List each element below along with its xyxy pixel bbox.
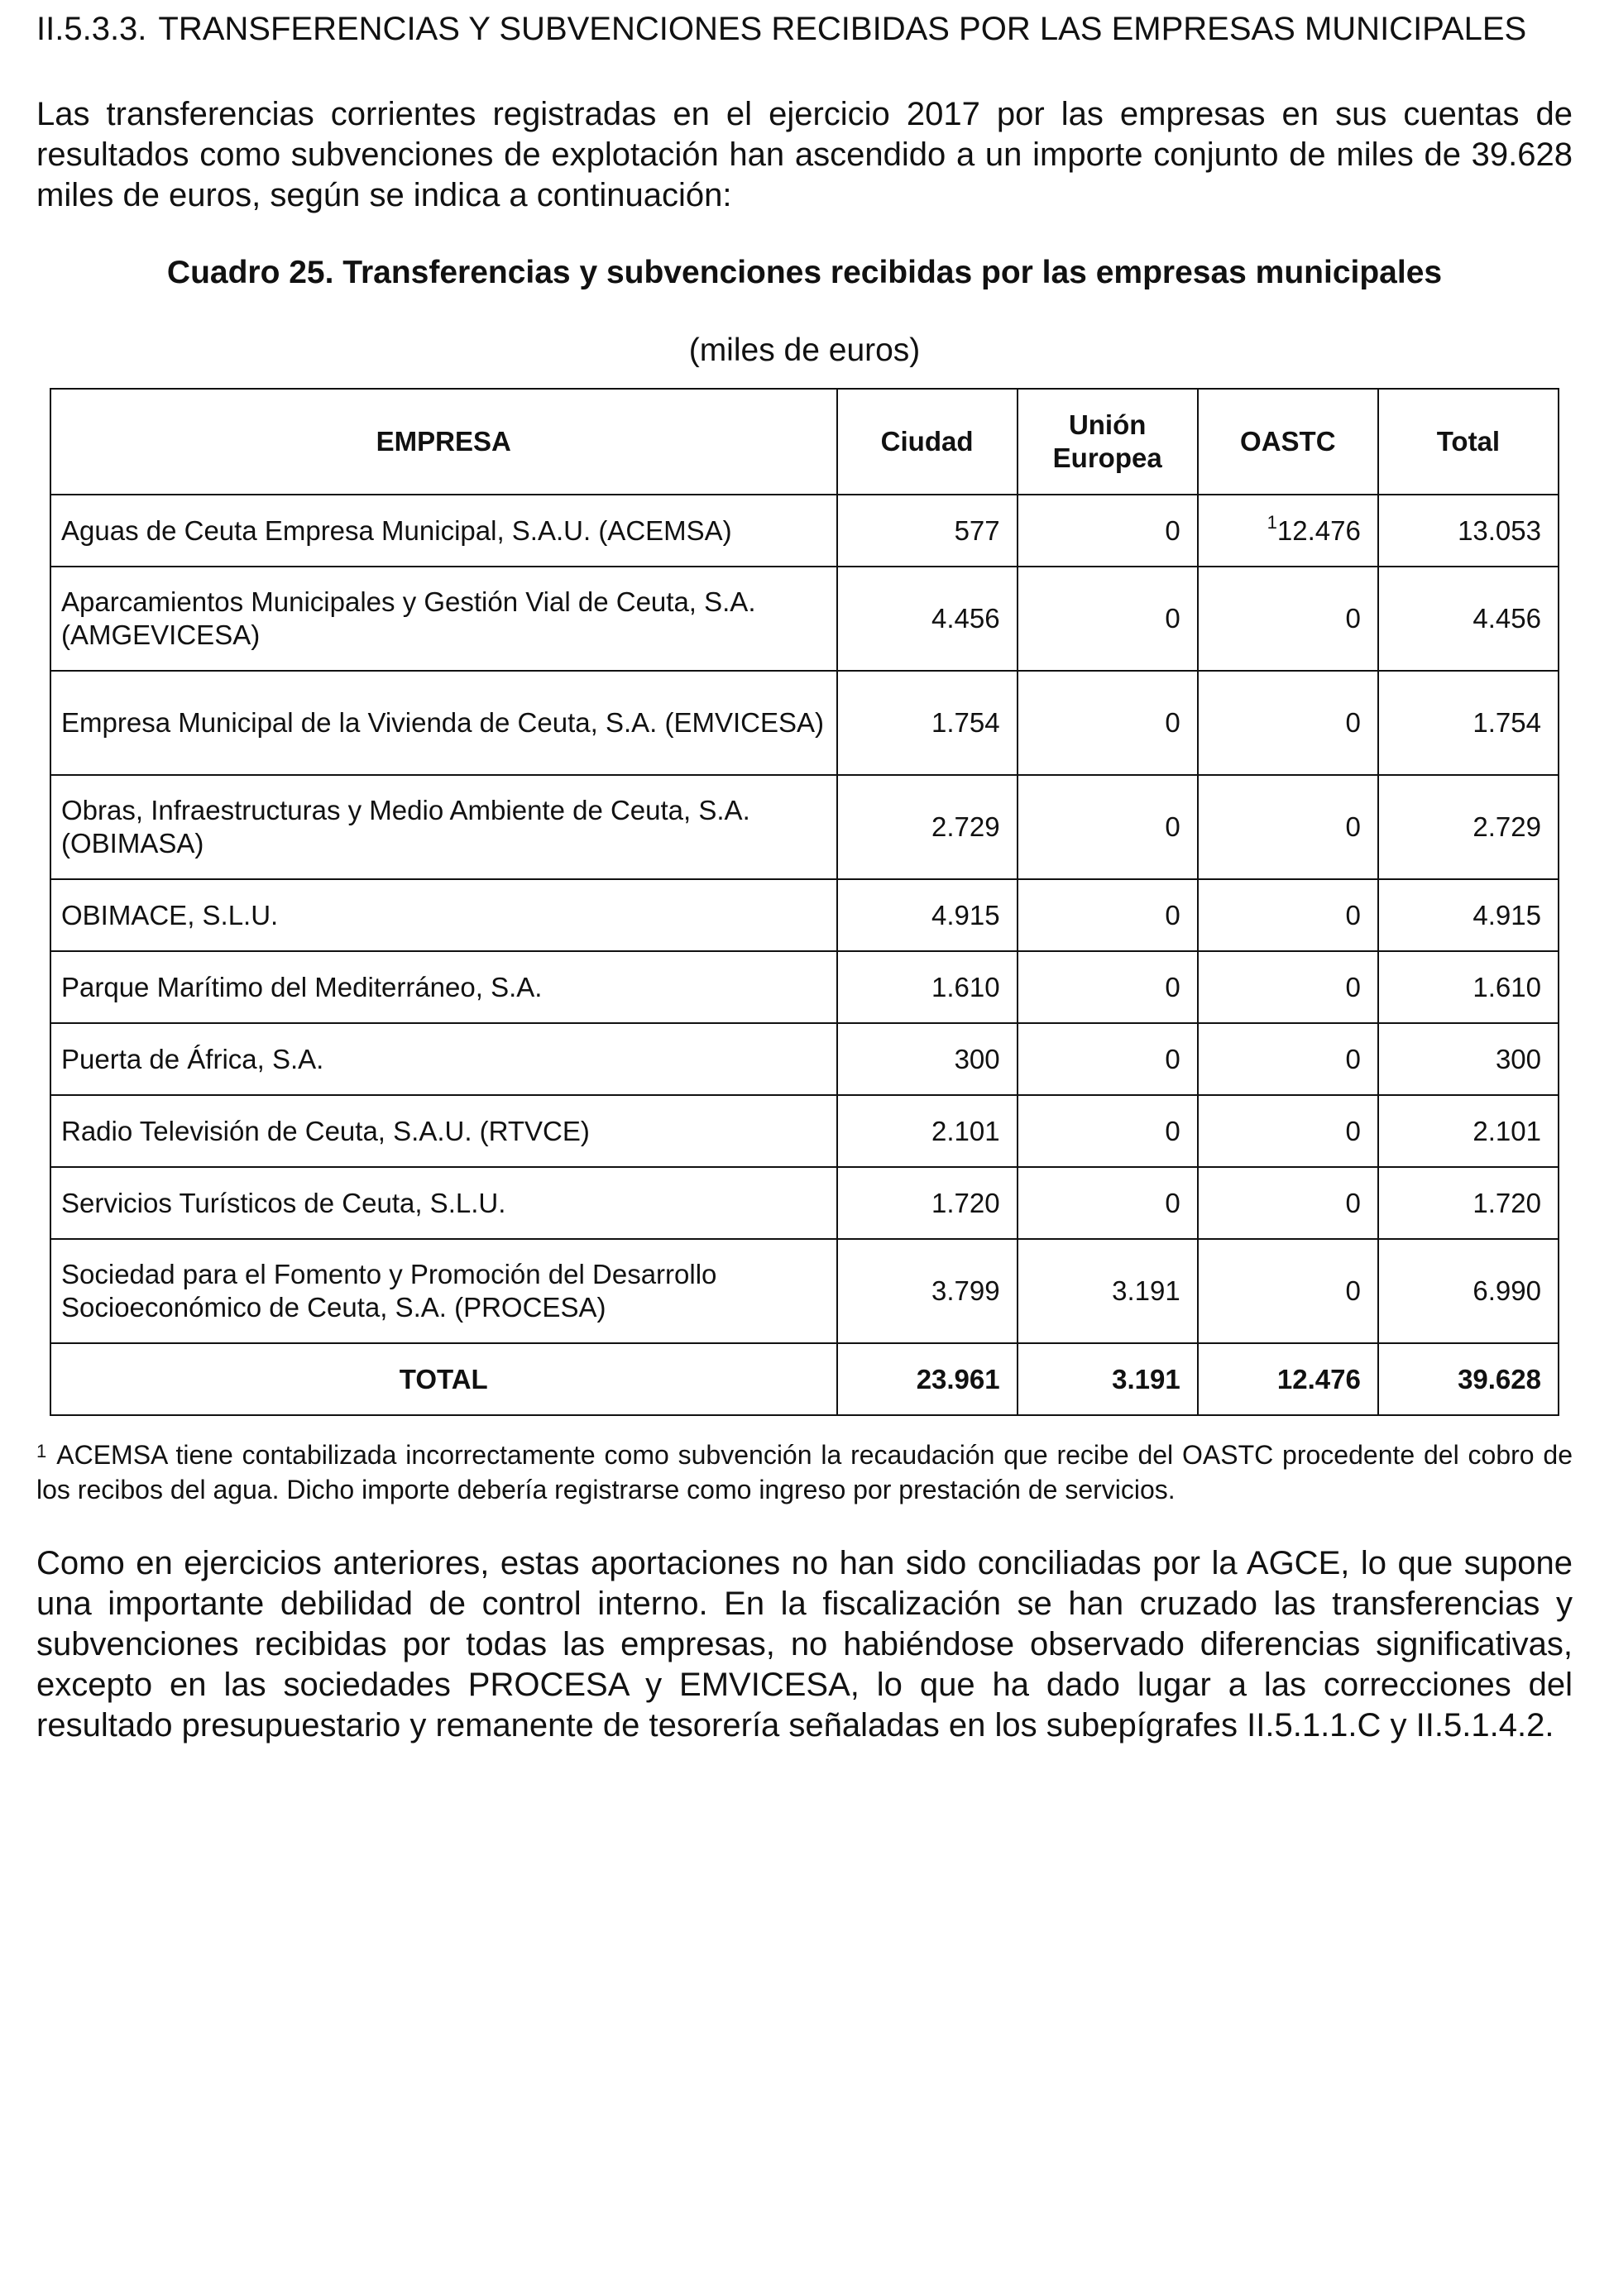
cell-oastc: 0 bbox=[1198, 951, 1378, 1023]
cell-total-total: 39.628 bbox=[1378, 1343, 1559, 1415]
table-title: Cuadro 25. Transferencias y subvenciones recibidas por las empresas municipales bbox=[166, 255, 1443, 290]
cell-oastc: 0 bbox=[1198, 1095, 1378, 1167]
cell-ciudad: 4.456 bbox=[837, 567, 1018, 671]
cell-ciudad: 4.915 bbox=[837, 879, 1018, 951]
cell-total: 2.101 bbox=[1378, 1095, 1559, 1167]
cell-empresa: Puerta de África, S.A. bbox=[50, 1023, 837, 1095]
cell-ue: 3.191 bbox=[1018, 1239, 1198, 1343]
table-row bbox=[50, 951, 1559, 1023]
closing-paragraph: Como en ejercicios anteriores, estas aportaciones no han sido conciliadas por la AGCE, lo que supone una importante debilidad de control interno. En la fiscalización se han cruzado las transferencias y subvenciones recibidas por todas las empresas, no habiéndose observado diferencias significativas, excepto en las sociedades PROCESA y EMVICESA, lo que ha dado lugar a las correcciones del resultado presupuestario y remanente de tesorería señaladas en los subepígrafes II.5.1.1.C y II.5.1.4.2. bbox=[36, 1545, 1573, 1744]
cell-empresa: Aguas de Ceuta Empresa Municipal, S.A.U. (ACEMSA) bbox=[50, 495, 837, 567]
cell-ue: 0 bbox=[1018, 1023, 1198, 1095]
cell-total-label: TOTAL bbox=[50, 1343, 837, 1415]
cell-total-oastc: 12.476 bbox=[1198, 1343, 1378, 1415]
cell-total: 2.729 bbox=[1378, 775, 1559, 879]
footnote-marker: 1 bbox=[36, 1441, 47, 1461]
table-row bbox=[50, 671, 1559, 775]
header-oastc: OASTC bbox=[1198, 389, 1378, 495]
cell-ciudad: 2.101 bbox=[837, 1095, 1018, 1167]
table-row bbox=[50, 495, 1559, 567]
cell-ciudad: 3.799 bbox=[837, 1239, 1018, 1343]
cell-ciudad: 577 bbox=[837, 495, 1018, 567]
section-number: II.5.3.3. bbox=[36, 11, 147, 47]
cell-total-ciudad: 23.961 bbox=[837, 1343, 1018, 1415]
cell-ciudad: 1.754 bbox=[837, 671, 1018, 775]
cell-total: 4.915 bbox=[1378, 879, 1559, 951]
cell-ue: 0 bbox=[1018, 1095, 1198, 1167]
cell-total: 13.053 bbox=[1378, 495, 1559, 567]
cell-empresa: Servicios Turísticos de Ceuta, S.L.U. bbox=[50, 1167, 837, 1239]
cell-ue: 0 bbox=[1018, 1167, 1198, 1239]
cell-oastc: 0 bbox=[1198, 1239, 1378, 1343]
cell-total: 300 bbox=[1378, 1023, 1559, 1095]
cell-ue: 0 bbox=[1018, 951, 1198, 1023]
cell-ciudad: 300 bbox=[837, 1023, 1018, 1095]
table-units: (miles de euros) bbox=[688, 332, 921, 368]
table-row bbox=[50, 567, 1559, 671]
footnote-text: ACEMSA tiene contabilizada incorrectamente como subvención la recaudación que recibe del OASTC procedente del cobro de los recibos del agua. Dicho importe debería registrarse como ingreso por prestación de servicios. bbox=[36, 1440, 1573, 1504]
table-row bbox=[50, 1239, 1559, 1343]
cell-empresa: Sociedad para el Fomento y Promoción del Desarrollo Socioeconómico de Ceuta, S.A. (PROCESA) bbox=[50, 1239, 837, 1343]
cell-oastc: 0 bbox=[1198, 775, 1378, 879]
intro-paragraph: Las transferencias corrientes registradas en el ejercicio 2017 por las empresas en sus cuentas de resultados como subvenciones de explotación han ascendido a un importe conjunto de miles de 39.628 miles de euros, según se indica a continuación: bbox=[36, 96, 1573, 213]
table-total-row bbox=[50, 1343, 1559, 1415]
section-heading bbox=[36, 8, 1573, 50]
cell-total: 1.720 bbox=[1378, 1167, 1559, 1239]
section-title: TRANSFERENCIAS Y SUBVENCIONES RECIBIDAS POR LAS EMPRESAS MUNICIPALES bbox=[158, 11, 1527, 47]
cell-ue: 0 bbox=[1018, 567, 1198, 671]
cell-empresa: Radio Televisión de Ceuta, S.A.U. (RTVCE) bbox=[50, 1095, 837, 1167]
table-row bbox=[50, 1023, 1559, 1095]
cell-empresa: Obras, Infraestructuras y Medio Ambiente de Ceuta, S.A. (OBIMASA) bbox=[50, 775, 837, 879]
cell-ue: 0 bbox=[1018, 775, 1198, 879]
table-row bbox=[50, 775, 1559, 879]
header-total: Total bbox=[1378, 389, 1559, 495]
cell-ue: 0 bbox=[1018, 671, 1198, 775]
cell-total: 4.456 bbox=[1378, 567, 1559, 671]
cell-total: 6.990 bbox=[1378, 1239, 1559, 1343]
cell-ue: 0 bbox=[1018, 495, 1198, 567]
cell-empresa: OBIMACE, S.L.U. bbox=[50, 879, 837, 951]
table-row bbox=[50, 879, 1559, 951]
footnote bbox=[36, 1437, 1573, 1507]
cell-total-ue: 3.191 bbox=[1018, 1343, 1198, 1415]
header-ciudad: Ciudad bbox=[837, 389, 1018, 495]
cell-empresa: Empresa Municipal de la Vivienda de Ceuta, S.A. (EMVICESA) bbox=[50, 671, 837, 775]
footnote-ref: 1 bbox=[1267, 511, 1277, 533]
cell-oastc: 0 bbox=[1198, 1167, 1378, 1239]
cell-oastc: 0 bbox=[1198, 1023, 1378, 1095]
header-union-europea: Unión Europea bbox=[1018, 389, 1198, 495]
cell-ciudad: 1.610 bbox=[837, 951, 1018, 1023]
cell-total: 1.610 bbox=[1378, 951, 1559, 1023]
cell-oastc: 0 bbox=[1198, 879, 1378, 951]
cell-ciudad: 2.729 bbox=[837, 775, 1018, 879]
transfers-table bbox=[50, 388, 1559, 1416]
header-empresa: EMPRESA bbox=[50, 389, 837, 495]
cell-ciudad: 1.720 bbox=[837, 1167, 1018, 1239]
cell-total: 1.754 bbox=[1378, 671, 1559, 775]
document-page bbox=[36, 8, 1573, 1746]
cell-empresa: Aparcamientos Municipales y Gestión Vial de Ceuta, S.A. (AMGEVICESA) bbox=[50, 567, 837, 671]
table-row bbox=[50, 1167, 1559, 1239]
cell-oastc: $^1$12.476 bbox=[1198, 495, 1378, 567]
cell-oastc: 0 bbox=[1198, 567, 1378, 671]
cell-oastc: 0 bbox=[1198, 671, 1378, 775]
cell-empresa: Parque Marítimo del Mediterráneo, S.A. bbox=[50, 951, 837, 1023]
table-header-row bbox=[50, 389, 1559, 495]
table-row bbox=[50, 1095, 1559, 1167]
cell-ue: 0 bbox=[1018, 879, 1198, 951]
